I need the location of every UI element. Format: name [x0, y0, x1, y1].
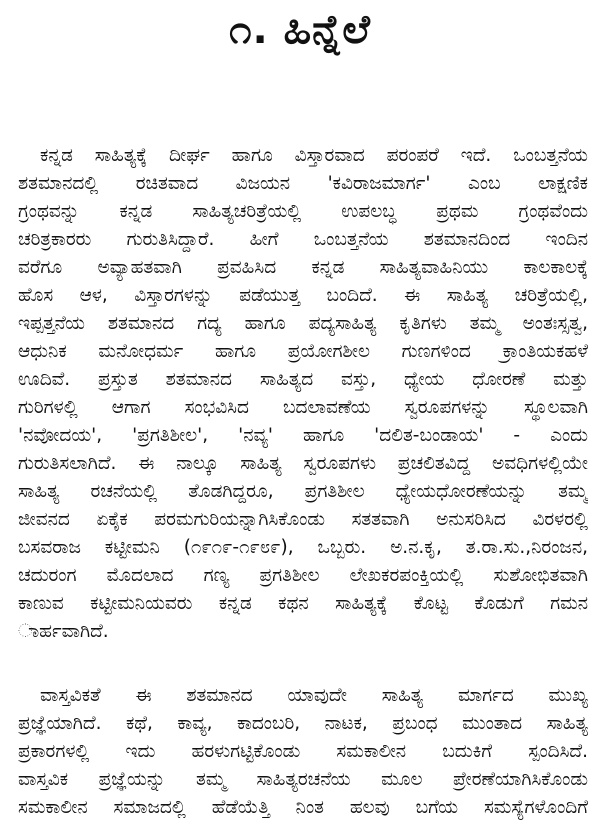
text-line: ಪ್ರಕಾರಗಳಲ್ಲಿ ಇದು ಹರಳುಗಟ್ಟಿಕೊಂಡು ಸಮಕಾಲೀನ ಬದುಕಿಗೆ ಸ್ಪಂದಿಸಿದೆ. — [18, 741, 588, 762]
text-line: ಸಾಹಿತ್ಯ ರಚನೆಯಲ್ಲಿ ತೊಡಗಿದ್ದರೂ, ಪ್ರಗತಿಶೀಲ ಧ್ಯೇಯಧೋರಣೆಯನ್ನು ತಮ್ಮ — [18, 481, 588, 502]
text-line: ಗುರುತಿಸಲಾಗಿದೆ. ಈ ನಾಲ್ಕೂ ಸಾಹಿತ್ಯ ಸ್ವರೂಪಗಳು ಪ್ರಚಲಿತವಿದ್ದ ಅವಧಿಗಳಲ್ಲಿಯೇ — [18, 453, 588, 474]
text-line: ವಾಸ್ತವಿಕ ಪ್ರಜ್ಞೆಯನ್ನು ತಮ್ಮ ಸಾಹಿತ್ಯರಚನೆಯ ಮೂಲ ಪ್ರೇರಣೆಯಾಗಿಸಿಕೊಂಡು — [18, 769, 588, 790]
text-line: ಆಧುನಿಕ ಮನೋಧರ್ಮ ಹಾಗೂ ಪ್ರಯೋಗಶೀಲ ಗುಣಗಳಿಂದ ಕ್ರಾಂತಿಯಕಹಳೆ — [18, 341, 588, 362]
text-line: ಪ್ರಜ್ಞೆಯಾಗಿದೆ. ಕಥೆ, ಕಾವ್ಯ, ಕಾದಂಬರಿ, ನಾಟಕ, ಪ್ರಬಂಧ ಮುಂತಾದ ಸಾಹಿತ್ಯ — [18, 713, 588, 734]
text-line: ಚರಿತ್ರಕಾರರು ಗುರುತಿಸಿದ್ದಾರೆ. ಹೀಗೆ ಒಂಬತ್ತನೆಯ ಶತಮಾನದಿಂದ ಇಂದಿನ — [18, 229, 588, 250]
text-line: ಾರ್ಹವಾಗಿದೆ. — [18, 621, 109, 642]
text-line: ಜೀವನದ ಏಕೈಕ ಪರಮಗುರಿಯನ್ನಾಗಿಸಿಕೊಂಡು ಸತತವಾಗಿ ಅನುಸರಿಸಿದ ವಿರಳರಲ್ಲಿ — [18, 509, 588, 530]
text-line: ಚದುರಂಗ ಮೊದಲಾದ ಗಣ್ಯ ಪ್ರಗತಿಶೀಲ ಲೇಖಕರಪಂಕ್ತಿಯಲ್ಲಿ ಸುಶೋಭಿತವಾಗಿ — [18, 565, 588, 586]
text-line: ಊದಿವೆ. ಪ್ರಸ್ತುತ ಶತಮಾನದ ಸಾಹಿತ್ಯದ ವಸ್ತು, ಧ್ಯೇಯ ಧೋರಣೆ ಮತ್ತು — [18, 369, 588, 390]
text-line: 'ನವೋದಯ', 'ಪ್ರಗತಿಶೀಲ', 'ನವ್ಯ' ಹಾಗೂ 'ದಲಿತ-ಬಂಡಾಯ' - ಎಂದು — [18, 425, 588, 446]
text-line: ಗ್ರಂಥವನ್ನು ಕನ್ನಡ ಸಾಹಿತ್ಯಚರಿತ್ರೆಯಲ್ಲಿ ಉಪಲಬ್ಧ ಪ್ರಥಮ ಗ್ರಂಥವೆಂದು — [18, 201, 588, 222]
text-line: ಕಾಣುವ ಕಟ್ಟೀಮನಿಯವರು ಕನ್ನಡ ಕಥನ ಸಾಹಿತ್ಯಕ್ಕೆ ಕೊಟ್ಟ ಕೊಡುಗೆ ಗಮನ — [18, 593, 588, 614]
text-line: ವಾಸ್ತವಿಕತೆ ಈ ಶತಮಾನದ ಯಾವುದೇ ಸಾಹಿತ್ಯ ಮಾರ್ಗದ ಮುಖ್ಯ — [40, 685, 588, 706]
text-line: ಹೊಸ ಆಳ, ವಿಸ್ತಾರಗಳನ್ನು ಪಡೆಯುತ್ತ ಬಂದಿದೆ. ಈ ಸಾಹಿತ್ಯ ಚರಿತ್ರೆಯಲ್ಲಿ, — [18, 285, 588, 306]
text-line: ಗುರಿಗಳಲ್ಲಿ ಆಗಾಗ ಸಂಭವಿಸಿದ ಬದಲಾವಣೆಯ ಸ್ವರೂಪಗಳನ್ನು ಸ್ಥೂಲವಾಗಿ — [18, 397, 588, 418]
text-line: ವರೆಗೂ ಅವ್ಯಾಹತವಾಗಿ ಪ್ರವಹಿಸಿದ ಕನ್ನಡ ಸಾಹಿತ್ಯವಾಹಿನಿಯು ಕಾಲಕಾಲಕ್ಕೆ — [18, 257, 588, 278]
text-line: ಬಸವರಾಜ ಕಟ್ಟೀಮನಿ (೧೯೧೯-೧೯೮೯), ಒಬ್ಬರು. ಅ.ನ.ಕೃ, ತ.ರಾ.ಸು.,ನಿರಂಜನ, — [18, 537, 588, 558]
text-line: ಶತಮಾನದಲ್ಲಿ ರಚಿತವಾದ ವಿಜಯನ 'ಕವಿರಾಜಮಾರ್ಗ' ಎಂಬ ಲಾಕ್ಷಣಿಕ — [18, 173, 588, 194]
text-line: ಇಪ್ಪತ್ತನೆಯ ಶತಮಾನದ ಗದ್ಯ ಹಾಗೂ ಪದ್ಯಸಾಹಿತ್ಯ ಕೃತಿಗಳು ತಮ್ಮ ಅಂತಃಸ್ಸತ್ವ, — [18, 313, 588, 334]
chapter-title: ೧. ಹಿನ್ನೆಲೆ — [229, 7, 371, 53]
paragraph-2 — [18, 682, 588, 822]
paragraph-1 — [18, 142, 588, 646]
text-line: ಕನ್ನಡ ಸಾಹಿತ್ಯಕ್ಕೆ ದೀರ್ಘ ಹಾಗೂ ವಿಸ್ತಾರವಾದ ಪರಂಪರೆ ಇದೆ. ಒಂಬತ್ತನೆಯ — [40, 145, 588, 166]
text-line: ಸಮಕಾಲೀನ ಸಮಾಜದಲ್ಲಿ ಹೆಡೆಯೆತ್ತಿ ನಿಂತ ಹಲವು ಬಗೆಯ ಸಮಸ್ಯೆಗಳೊಂದಿಗೆ — [18, 797, 588, 818]
